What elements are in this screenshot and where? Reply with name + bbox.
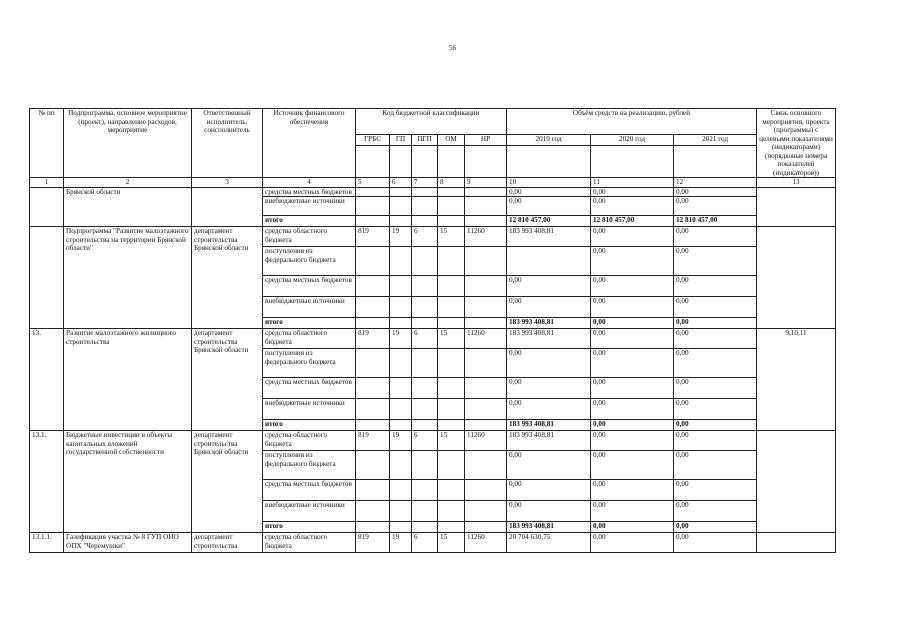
row-number: 13.1. [30, 431, 64, 533]
grbs-code [356, 420, 390, 431]
value-2021: 0,00 [674, 247, 757, 276]
value-2019: 183 993 408,81 [507, 329, 591, 349]
value-2020: 12 810 457,00 [591, 216, 674, 227]
value-2021: 0,00 [674, 431, 757, 451]
value-2019: 0,00 [507, 451, 591, 480]
value-2020: 0,00 [591, 501, 674, 522]
table-row [30, 227, 836, 247]
indicator-link: 9,10,11 [757, 329, 836, 431]
gp-code [390, 216, 412, 227]
column-number: 10 [507, 178, 591, 188]
value-2019: 0,00 [507, 399, 591, 420]
pgp-code [412, 187, 438, 197]
om-code [438, 451, 465, 480]
value-2020: 0,00 [591, 247, 674, 276]
header-2021: 2021 год [674, 135, 757, 145]
value-2019: 0,00 [507, 480, 591, 501]
grbs-code: 819 [356, 227, 390, 247]
responsible-executor: департамент строительства Брянской области [192, 329, 263, 431]
nr-code [465, 378, 507, 399]
value-2020: 0,00 [591, 399, 674, 420]
om-code [438, 276, 465, 297]
om-code [438, 399, 465, 420]
funding-source: итого [263, 216, 356, 227]
gp-code: 19 [390, 431, 412, 451]
grbs-code [356, 451, 390, 480]
grbs-code [356, 501, 390, 522]
table-row [30, 533, 836, 553]
gp-code [390, 480, 412, 501]
value-2019: 0,00 [507, 187, 591, 197]
row-number: 13.1.1. [30, 533, 64, 553]
nr-code [465, 451, 507, 480]
column-number: 2 [64, 178, 192, 188]
funding-source: средства областного бюджета [263, 533, 356, 553]
nr-code [465, 349, 507, 378]
responsible-executor: департамент строительства Брянской области [192, 431, 263, 533]
om-code [438, 349, 465, 378]
column-number: 7 [412, 178, 438, 188]
pgp-code: 6 [412, 227, 438, 247]
pgp-code: 6 [412, 533, 438, 553]
om-code [438, 197, 465, 216]
funding-source: поступления из федерального бюджета [263, 349, 356, 378]
nr-code [465, 247, 507, 276]
gp-code [390, 522, 412, 533]
pgp-code [412, 451, 438, 480]
budget-table [29, 108, 836, 553]
pgp-code [412, 247, 438, 276]
value-2019: 0,00 [507, 349, 591, 378]
header-link: Связь основного мероприятия, проекта (программы) с целевыми показателями (индикаторами) (порядковые номера показателей (индикаторов)) [757, 109, 836, 178]
gp-code [390, 420, 412, 431]
nr-code [465, 197, 507, 216]
gp-code [390, 399, 412, 420]
header-pgp: ПГП [412, 135, 438, 145]
nr-code: 11260 [465, 227, 507, 247]
column-number: 13 [757, 178, 836, 188]
responsible-executor [192, 187, 263, 227]
table-row [30, 187, 836, 197]
value-2020: 0,00 [591, 187, 674, 197]
value-2021: 0,00 [674, 187, 757, 197]
funding-source: средства местных бюджетов [263, 480, 356, 501]
value-2019: 183 993 408,81 [507, 431, 591, 451]
value-2019: 183 993 408,81 [507, 318, 591, 329]
value-2021: 0,00 [674, 399, 757, 420]
nr-code [465, 318, 507, 329]
funding-source: средства областного бюджета [263, 329, 356, 349]
gp-code [390, 197, 412, 216]
funding-source: внебюджетные источники [263, 297, 356, 318]
nr-code [465, 216, 507, 227]
grbs-code [356, 522, 390, 533]
column-number: 6 [390, 178, 412, 188]
row-number: 13. [30, 329, 64, 431]
om-code [438, 318, 465, 329]
om-code [438, 420, 465, 431]
om-code [438, 480, 465, 501]
indicator-link [757, 431, 836, 533]
gp-code [390, 378, 412, 399]
header-responsible: Ответственный исполнитель, соисполнитель [192, 109, 263, 178]
om-code [438, 297, 465, 318]
gp-code: 19 [390, 329, 412, 349]
pgp-code [412, 197, 438, 216]
column-number: 11 [591, 178, 674, 188]
value-2021: 0,00 [674, 329, 757, 349]
om-code [438, 501, 465, 522]
page-number: 56 [449, 44, 456, 52]
funding-source: внебюджетные источники [263, 399, 356, 420]
nr-code [465, 501, 507, 522]
funding-source: итого [263, 522, 356, 533]
funding-source: средства областного бюджета [263, 227, 356, 247]
value-2019: 20 704 630,75 [507, 533, 591, 553]
grbs-code [356, 276, 390, 297]
header-num: № пп [30, 109, 64, 178]
column-number: 3 [192, 178, 263, 188]
value-2019 [507, 247, 591, 276]
pgp-code [412, 420, 438, 431]
gp-code [390, 187, 412, 197]
value-2020: 0,00 [591, 480, 674, 501]
program-name: Бюджетные инвестиции в объекты капитальных вложений государственной собственности [64, 431, 192, 533]
column-number: 8 [438, 178, 465, 188]
value-2021: 0,00 [674, 197, 757, 216]
value-2021: 0,00 [674, 297, 757, 318]
funding-source: поступления из федерального бюджета [263, 247, 356, 276]
om-code: 15 [438, 431, 465, 451]
header-row [30, 109, 836, 135]
header-budget-code: Код бюджетной классификации [356, 109, 507, 135]
om-code [438, 187, 465, 197]
header-2019: 2019 год [507, 135, 591, 145]
value-2020: 0,00 [591, 276, 674, 297]
value-2020: 0,00 [591, 533, 674, 553]
program-name: Развитие малоэтажного жилищного строительства [64, 329, 192, 431]
value-2020: 0,00 [591, 297, 674, 318]
table-row [30, 329, 836, 349]
responsible-executor: департамент строительства Брянской области [192, 227, 263, 329]
indicator-link [757, 187, 836, 227]
value-2020: 0,00 [591, 451, 674, 480]
column-number: 4 [263, 178, 356, 188]
value-2020: 0,00 [591, 431, 674, 451]
gp-code [390, 501, 412, 522]
grbs-code [356, 378, 390, 399]
gp-code [390, 349, 412, 378]
gp-code [390, 297, 412, 318]
nr-code [465, 187, 507, 197]
nr-code: 11260 [465, 533, 507, 553]
value-2019: 0,00 [507, 501, 591, 522]
funding-source: итого [263, 420, 356, 431]
value-2021: 0,00 [674, 420, 757, 431]
value-2019: 183 993 408,81 [507, 227, 591, 247]
header-program: Подпрограмма, основное мероприятие (проект), направление расходов, мероприятие [64, 109, 192, 178]
value-2019: 12 810 457,00 [507, 216, 591, 227]
responsible-executor: департамент строительства [192, 533, 263, 553]
value-2020: 0,00 [591, 318, 674, 329]
nr-code [465, 399, 507, 420]
gp-code: 19 [390, 227, 412, 247]
pgp-code [412, 522, 438, 533]
nr-code [465, 276, 507, 297]
funding-source: средства местных бюджетов [263, 187, 356, 197]
value-2019: 183 993 408,81 [507, 522, 591, 533]
grbs-code [356, 349, 390, 378]
gp-code: 19 [390, 533, 412, 553]
funding-source: поступления из федерального бюджета [263, 451, 356, 480]
value-2020: 0,00 [591, 522, 674, 533]
column-number: 12 [674, 178, 757, 188]
program-name: Газификация участка № 8 ГУП ОНО ОПХ "Черемушки" [64, 533, 192, 553]
grbs-code [356, 318, 390, 329]
grbs-code [356, 399, 390, 420]
column-number: 5 [356, 178, 390, 188]
pgp-code [412, 276, 438, 297]
value-2021: 0,00 [674, 378, 757, 399]
om-code: 15 [438, 329, 465, 349]
funding-source: средства местных бюджетов [263, 378, 356, 399]
om-code [438, 378, 465, 399]
pgp-code [412, 501, 438, 522]
grbs-code [356, 297, 390, 318]
pgp-code [412, 399, 438, 420]
grbs-code [356, 187, 390, 197]
funding-source: внебюджетные источники [263, 197, 356, 216]
value-2020: 0,00 [591, 420, 674, 431]
header-om: ОМ [438, 135, 465, 145]
value-2019: 0,00 [507, 378, 591, 399]
om-code: 15 [438, 533, 465, 553]
gp-code [390, 318, 412, 329]
grbs-code [356, 197, 390, 216]
funding-source: итого [263, 318, 356, 329]
column-number: 1 [30, 178, 64, 188]
header-grbs: ГРБС [356, 135, 390, 145]
program-name: Подпрограмма "Развитие малоэтажного строительства на территории Брянской области" [64, 227, 192, 329]
pgp-code [412, 297, 438, 318]
value-2019: 0,00 [507, 276, 591, 297]
table-row [30, 431, 836, 451]
value-2021: 0,00 [674, 522, 757, 533]
header-source: Источник финансового обеспечения [263, 109, 356, 178]
nr-code [465, 480, 507, 501]
grbs-code [356, 216, 390, 227]
row-number [30, 227, 64, 329]
funding-source: средства местных бюджетов [263, 276, 356, 297]
row-number [30, 187, 64, 227]
indicator-link [757, 227, 836, 329]
header-2020: 2020 год [591, 135, 674, 145]
header-volume: Объём средств на реализацию, рублей [507, 109, 757, 135]
pgp-code [412, 318, 438, 329]
grbs-code: 819 [356, 533, 390, 553]
value-2021: 0,00 [674, 501, 757, 522]
nr-code [465, 297, 507, 318]
value-2020: 0,00 [591, 378, 674, 399]
value-2019: 0,00 [507, 197, 591, 216]
value-2021: 0,00 [674, 318, 757, 329]
header-gp: ГП [390, 135, 412, 145]
pgp-code [412, 216, 438, 227]
value-2020: 0,00 [591, 349, 674, 378]
nr-code [465, 522, 507, 533]
value-2020: 0,00 [591, 197, 674, 216]
nr-code [465, 420, 507, 431]
pgp-code [412, 480, 438, 501]
grbs-code [356, 480, 390, 501]
nr-code: 11260 [465, 431, 507, 451]
grbs-code [356, 247, 390, 276]
value-2019: 0,00 [507, 297, 591, 318]
value-2021: 0,00 [674, 276, 757, 297]
grbs-code: 819 [356, 329, 390, 349]
om-code [438, 216, 465, 227]
program-name: Брянской области [64, 187, 192, 227]
funding-source: средства областного бюджета [263, 431, 356, 451]
gp-code [390, 247, 412, 276]
pgp-code [412, 349, 438, 378]
funding-source: внебюджетные источники [263, 501, 356, 522]
value-2021: 0,00 [674, 480, 757, 501]
gp-code [390, 451, 412, 480]
nr-code: 11260 [465, 329, 507, 349]
grbs-code: 819 [356, 431, 390, 451]
value-2021: 0,00 [674, 451, 757, 480]
gp-code [390, 276, 412, 297]
pgp-code: 6 [412, 431, 438, 451]
om-code [438, 247, 465, 276]
value-2021: 0,00 [674, 349, 757, 378]
pgp-code: 6 [412, 329, 438, 349]
value-2020: 0,00 [591, 329, 674, 349]
value-2020: 0,00 [591, 227, 674, 247]
column-number: 9 [465, 178, 507, 188]
om-code: 15 [438, 227, 465, 247]
pgp-code [412, 378, 438, 399]
value-2021: 0,00 [674, 227, 757, 247]
column-number-row [30, 178, 836, 188]
value-2021: 12 810 457,00 [674, 216, 757, 227]
value-2021: 0,00 [674, 533, 757, 553]
value-2019: 183 993 408,81 [507, 420, 591, 431]
om-code [438, 522, 465, 533]
header-nr: НР [465, 135, 507, 145]
indicator-link [757, 533, 836, 553]
